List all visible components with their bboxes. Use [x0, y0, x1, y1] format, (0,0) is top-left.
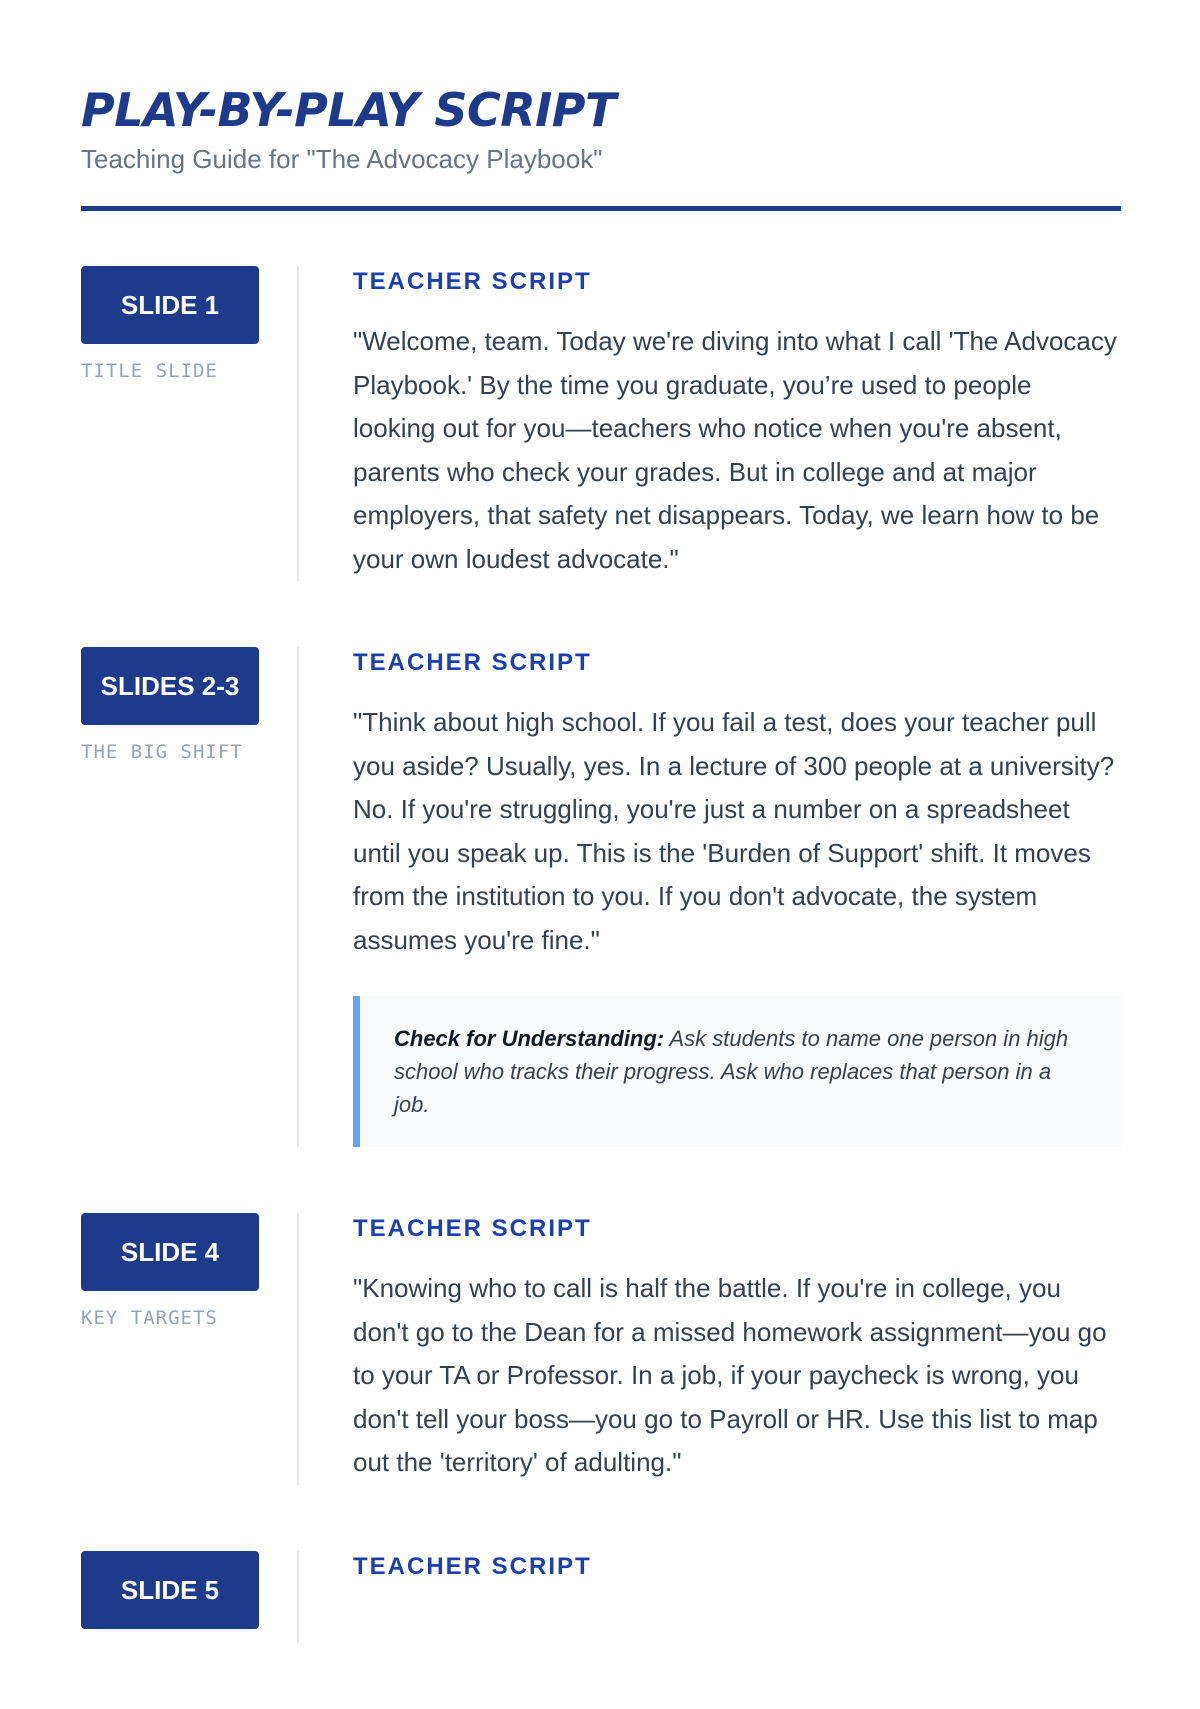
slide-tag: KEY TARGETS — [81, 1307, 218, 1329]
page-title: PLAY-BY-PLAY SCRIPT — [81, 83, 616, 137]
slide-content — [299, 266, 1121, 581]
script-label: TEACHER SCRIPT — [353, 1215, 592, 1242]
document-page — [81, 0, 1121, 1709]
slide-section-3 — [81, 1213, 1121, 1485]
slide-meta — [81, 1551, 299, 1643]
check-for-understanding-note — [353, 996, 1121, 1147]
document-header — [81, 0, 1121, 211]
script-label: TEACHER SCRIPT — [353, 1552, 592, 1580]
slide-content — [299, 1551, 1121, 1643]
slide-section-2 — [81, 647, 1121, 1147]
script-text: "Welcome, team. Today we're diving into what I call 'The Advocacy Playbook.' By the time you graduate, you’re used to people looking out for you—teachers who notice when you're absent, parents who check your grades. But in college and at major employers, that safety net disappears. Today, we learn how to be your own loudest advocate." — [353, 326, 1117, 574]
script-text: "Knowing who to call is half the battle. If you're in college, you don't go to the Dean for a missed homework assignment—you go to your TA or Professor. In a job, if your paycheck is wrong, you don't tell your boss—you go to Payroll or HR. Use this list to map out the 'territory' of adulting." — [353, 1273, 1107, 1477]
slide-badge: SLIDE 1 — [81, 266, 259, 344]
slide-meta — [81, 1213, 299, 1485]
slide-content — [299, 1213, 1121, 1485]
slide-tag: THE BIG SHIFT — [81, 741, 243, 763]
slide-badge: SLIDE 4 — [81, 1213, 259, 1291]
slide-tag: TITLE SLIDE — [81, 360, 218, 382]
slide-section-1 — [81, 266, 1121, 581]
script-text: "Think about high school. If you fail a test, does your teacher pull you aside? Usually, yes. In a lecture of 300 people at a university? No. If you're struggling, you're just a number on a spreadsheet until you speak up. This is the 'Burden of Support' shift. It moves from the institution to you. If you don't advocate, the system assumes you're fine." — [353, 707, 1115, 955]
note-label: Check for Understanding: — [394, 1026, 665, 1051]
slide-meta — [81, 266, 299, 581]
script-label: TEACHER SCRIPT — [353, 649, 592, 676]
slide-list — [81, 266, 1121, 1643]
note-text: Ask students to name one person in high school who tracks their progress. Ask who replaces that person in a job. — [394, 1026, 1069, 1117]
slide-badge: SLIDES 2-3 — [81, 647, 259, 725]
script-label: TEACHER SCRIPT — [353, 268, 592, 295]
slide-content — [299, 647, 1121, 1147]
slide-badge: SLIDE 5 — [81, 1551, 259, 1629]
page-subtitle: Teaching Guide for "The Advocacy Playbook" — [81, 144, 603, 174]
header-divider — [81, 206, 1121, 211]
slide-section-4 — [81, 1551, 1121, 1643]
slide-meta — [81, 647, 299, 1147]
